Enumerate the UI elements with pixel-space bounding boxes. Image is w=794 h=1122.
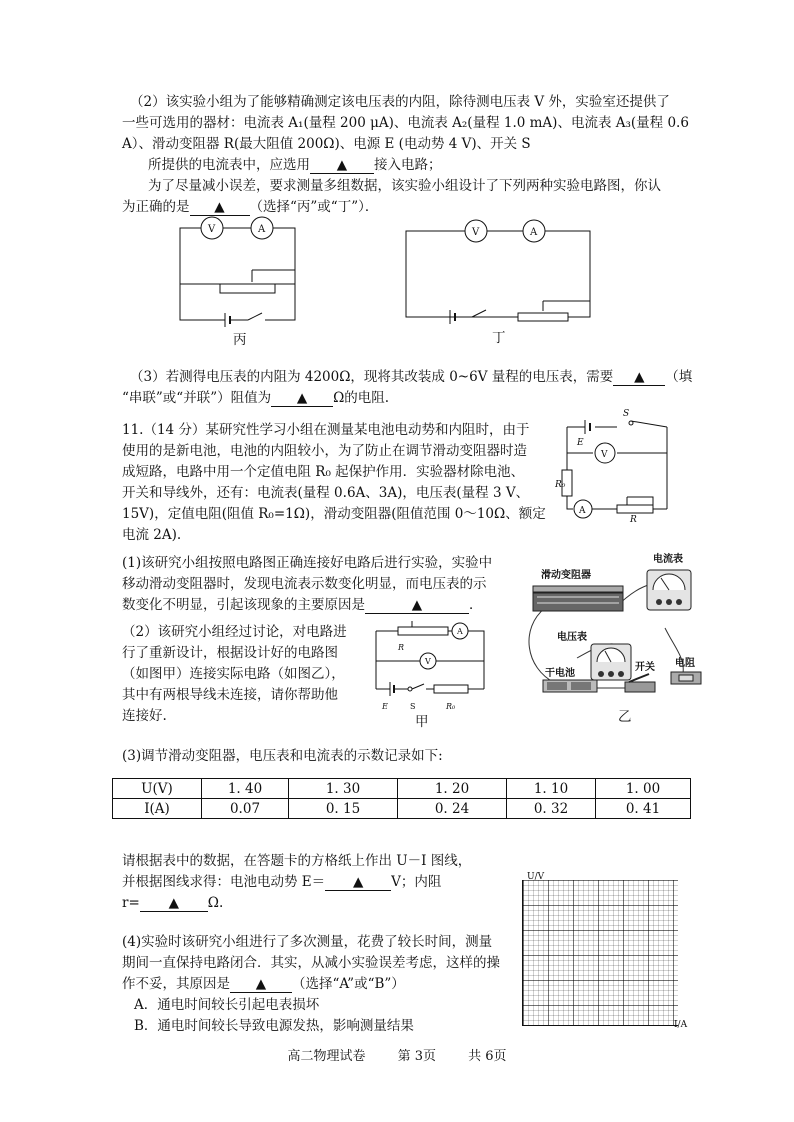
- footer-title: 高二物理试卷: [287, 1049, 366, 1064]
- svg-text:R: R: [398, 643, 405, 652]
- svg-text:R₀: R₀: [446, 702, 456, 711]
- q11-s2-line1: （2）该研究小组经过讨论，对电路进: [122, 624, 347, 640]
- voltmeter-drawing: [591, 644, 631, 680]
- q11-s2-line5: 连接好.: [122, 708, 167, 724]
- q11-s2-line3: （如图甲）连接实际电路（如图乙），: [122, 666, 345, 682]
- q11-intro-line3: 成短路，电路中用一个定值电阻 R₀ 起保护作用．实验器材除电池、: [122, 464, 525, 480]
- q11-intro-line5: 15V)，定值电阻(阻值 R₀=1Ω)，滑动变阻器(阻值范围 0～10Ω、额定: [122, 506, 546, 522]
- q10-p2-line1: （2）该实验小组为了能够精确测定该电压表的内阻，除待测电压表 V 外，实验室还提供了: [130, 94, 670, 110]
- q10-p2-line4: [148, 155, 442, 175]
- q10-p2-line6-tail: （选择“丙”或“丁”）．: [249, 199, 379, 215]
- table-cell: 1. 30: [289, 779, 398, 799]
- circuit-label-bing: 丙: [233, 332, 247, 348]
- battery-drawing: [543, 680, 597, 692]
- q10-p2-line3: A）、滑动变阻器 R(最大阻值 200Ω)、电源 E (电动势 4 V)、开关 S: [122, 136, 531, 152]
- answer-blank-internal-resistance[interactable]: ▲: [140, 895, 208, 912]
- table-cell: 1. 20: [398, 779, 507, 799]
- q11-s3-title: (3)调节滑动变阻器，电压表和电流表的示数记录如下:: [122, 748, 443, 764]
- q10-p2-line6-text: 为正确的是: [122, 199, 190, 215]
- q10-p3-line1-text: （3）若测得电压表的内阻为 4200Ω，现将其改装成 0~6V 量程的电压表，需要: [130, 369, 614, 385]
- q11-s3-line3: [122, 893, 223, 913]
- table-cell: 1. 40: [202, 779, 289, 799]
- q11-s3-line3-tail: Ω.: [207, 895, 224, 911]
- q11-s1-line2: 移动滑动变阻器时，发现电流表示数变化明显，而电压表的示: [122, 576, 487, 592]
- graph-paper: [522, 880, 678, 1026]
- q11-s2-line2: 行了重新设计，根据设计好的电路图: [122, 645, 338, 661]
- answer-blank-ammeter[interactable]: ▲: [310, 157, 374, 174]
- graph-x-label: I/A: [674, 1020, 688, 1030]
- table-cell: 1. 00: [596, 779, 691, 799]
- option-b: B．通电时间较长导致电源发热，影响测量结果: [134, 1018, 414, 1034]
- photo-label-ammeter: 电流表: [653, 554, 683, 565]
- circuit-diagram-bing: [170, 210, 310, 350]
- q10-p2-line4-tail: 接入电路；: [374, 157, 442, 173]
- q10-p3-line1: [130, 367, 692, 387]
- svg-text:S: S: [410, 702, 416, 711]
- q11-intro-line1: 11.（14 分）某研究性学习小组在测量某电池电动势和内阻时，由于: [122, 422, 530, 438]
- table-row-voltage: [113, 779, 691, 799]
- q10-p3-line2-tail: Ω的电阻.: [333, 390, 390, 406]
- q11-s1-line3-text: 数变化不明显，引起该现象的主要原因是: [122, 597, 365, 613]
- q11-intro-line4: 开关和导线外，还有：电流表(量程 0.6A、3A)，电压表(量程 3 V、: [122, 485, 530, 501]
- svg-text:R: R: [630, 515, 637, 525]
- photo-label-rheostat: 滑动变阻器: [541, 570, 591, 581]
- table-row-current: [113, 799, 691, 819]
- svg-text:A: A: [457, 627, 463, 636]
- circuit-diagram-jia: [362, 615, 502, 715]
- table-cell: 1. 10: [507, 779, 596, 799]
- q11-s4-line3: [122, 974, 405, 994]
- ammeter-drawing: [647, 570, 691, 610]
- table-cell: 0.07: [202, 799, 289, 819]
- answer-blank-connection[interactable]: ▲: [613, 369, 665, 386]
- circuit-diagram-ding: [400, 213, 600, 333]
- q11-intro-line6: 电流 2A).: [122, 527, 182, 543]
- q11-s3-line2-tail: V；内阻: [391, 874, 442, 890]
- table-cell: 0. 24: [398, 799, 507, 819]
- table-cell: 0. 32: [507, 799, 596, 819]
- answer-blank-emf[interactable]: ▲: [325, 874, 391, 891]
- svg-text:V: V: [425, 657, 431, 666]
- q11-s4-line1: (4)实验时该研究小组进行了多次测量，花费了较长时间，测量: [122, 934, 493, 950]
- svg-text:A: A: [579, 506, 586, 516]
- svg-text:A: A: [530, 227, 538, 238]
- page-footer: [0, 1045, 794, 1064]
- q10-p2-line4-text: 所提供的电流表中，应选用: [148, 157, 310, 173]
- table-cell: 0. 41: [596, 799, 691, 819]
- resistor-drawing: [671, 672, 701, 684]
- answer-blank-resistance[interactable]: ▲: [271, 390, 333, 407]
- q11-s1-line1: (1)该研究小组按照电路图正确连接好电路后进行实验，实验中: [122, 555, 493, 571]
- svg-text:E: E: [577, 438, 584, 448]
- svg-text:R₀: R₀: [555, 480, 566, 490]
- q11-s3-line1: 请根据表中的数据，在答题卡的方格纸上作出 U－I 图线，: [122, 853, 472, 869]
- q11-s4-line2: 期间一直保持电路闭合．其实，从减小实验误差考虑，这样的操: [122, 955, 500, 971]
- photo-label-resistor: 电阻: [675, 658, 695, 669]
- q10-p2-line5: 为了尽量减小误差，要求测量多组数据，该实验小组设计了下列两种实验电路图，你认: [148, 178, 661, 194]
- q11-s3-line3-text: r=: [122, 895, 140, 911]
- q11-s3-line2: [122, 872, 441, 892]
- circuit-diagram-q11: [555, 405, 675, 525]
- svg-text:V: V: [208, 224, 216, 235]
- answer-blank-reason[interactable]: ▲: [365, 597, 469, 614]
- q11-s4-line3-tail: （选择“A”或“B”）: [292, 976, 405, 992]
- svg-text:A: A: [258, 224, 266, 235]
- svg-text:S: S: [623, 409, 630, 419]
- answer-blank-circuit-choice[interactable]: ▲: [190, 199, 250, 216]
- q10-p3-line1-tail: （填: [665, 369, 693, 385]
- footer-page: 第 3页: [397, 1049, 436, 1064]
- circuit-label-ding: 丁: [492, 330, 506, 346]
- table-header-current: I(A): [113, 799, 202, 819]
- circuit-label-jia: 甲: [415, 714, 429, 730]
- apparatus-photo-yi: [515, 548, 715, 708]
- answer-blank-choice[interactable]: ▲: [230, 976, 292, 993]
- photo-label-voltmeter: 电压表: [557, 632, 587, 643]
- q11-s4-line3-text: 作不妥，其原因是: [122, 976, 230, 992]
- option-a: A．通电时间较长引起电表损坏: [134, 997, 320, 1013]
- svg-text:E: E: [382, 702, 388, 711]
- photo-label-yi: 乙: [618, 709, 632, 725]
- q11-s1-line3-tail: ．: [469, 597, 483, 613]
- svg-text:V: V: [601, 450, 608, 460]
- table-header-voltage: U(V): [113, 779, 202, 799]
- table-cell: 0. 15: [289, 799, 398, 819]
- photo-label-switch: 开关: [635, 662, 655, 673]
- q11-s2-line4: 其中有两根导线未连接，请你帮助他: [122, 687, 338, 703]
- q11-s1-line3: [122, 595, 483, 615]
- q10-p3-line2-text: “串联”或“并联”）阻值为: [122, 390, 272, 406]
- photo-label-battery: 干电池: [545, 668, 575, 679]
- q11-s3-line2-text: 并根据图线求得：电池电动势 E＝: [122, 874, 326, 890]
- q10-p2-line2: 一些可选用的器材：电流表 A₁(量程 200 μA)、电流表 A₂(量程 1.0 mA)、电流表 A₃(量程 0.6: [122, 115, 689, 131]
- measurement-table: [112, 778, 691, 819]
- graph-y-label: U/V: [527, 872, 545, 882]
- footer-total: 共 6页: [468, 1049, 507, 1064]
- svg-text:V: V: [472, 227, 480, 238]
- q10-p3-line2: [122, 388, 389, 408]
- rheostat-drawing: [533, 586, 623, 611]
- q11-intro-line2: 使用的是新电池，电池的内阻较小，为了防止在调节滑动变阻器时造: [122, 443, 527, 459]
